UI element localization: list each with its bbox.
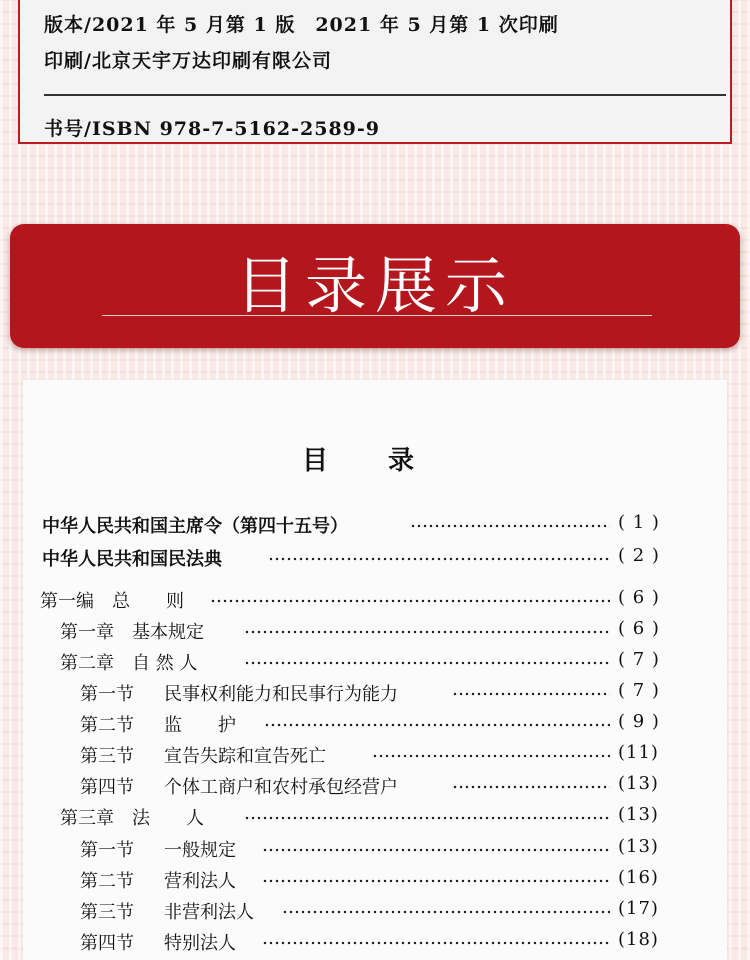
leader-dots (282, 908, 610, 916)
section-number: 第二节 (80, 871, 134, 892)
divider (44, 94, 726, 96)
toc-page-number: (13) (618, 836, 659, 857)
leader-dots (210, 597, 610, 605)
toc-page-number: ( 2 ) (618, 545, 660, 566)
toc-row (0, 804, 750, 832)
toc-row (0, 711, 750, 739)
toc-page-number: ( 9 ) (618, 711, 660, 732)
toc-entry-label: 个体工商户和农村承包经营户 (164, 777, 398, 798)
toc-row (0, 773, 750, 801)
toc-page-number: (18) (618, 929, 659, 950)
leader-dots (452, 783, 610, 791)
toc-row (0, 618, 750, 646)
toc-row (0, 898, 750, 926)
toc-entry-label: 宣告失踪和宣告死亡 (164, 746, 326, 767)
toc-page-number: ( 1 ) (618, 512, 660, 533)
leader-dots (262, 877, 610, 885)
toc-row (0, 545, 750, 573)
printer-line: 印刷/北京天宇万达印刷有限公司 (44, 50, 332, 72)
toc-heading-char-2: 录 (388, 446, 415, 476)
toc-row (0, 836, 750, 864)
section-number: 第三节 (80, 746, 134, 767)
toc-row (0, 649, 750, 677)
toc-page-number: (13) (618, 773, 659, 794)
toc-entry-label: 第一编 总 则 (40, 591, 184, 612)
toc-entry-label: 中华人民共和国民法典 (42, 549, 222, 570)
isbn-line: 书号/ISBN 978-7-5162-2589-9 (44, 118, 380, 140)
banner-underline (102, 315, 652, 316)
toc-entry-label: 中华人民共和国主席令（第四十五号） (42, 516, 348, 537)
toc-page-number: (16) (618, 867, 659, 888)
toc-page-number: ( 6 ) (618, 587, 660, 608)
toc-entry-label: 第二章 自 然 人 (60, 653, 198, 674)
toc-page-number: (17) (618, 898, 659, 919)
leader-dots (244, 659, 610, 667)
toc-row (0, 680, 750, 708)
section-number: 第四节 (80, 933, 134, 954)
toc-page-number: ( 7 ) (618, 680, 660, 701)
toc-entry-label: 民事权利能力和民事行为能力 (164, 684, 398, 705)
toc-entry-label: 第三章 法 人 (60, 808, 204, 829)
toc-page-number: ( 7 ) (618, 649, 660, 670)
leader-dots (268, 555, 610, 563)
banner-title: 目录展示 (234, 249, 515, 322)
section-number: 第二节 (80, 715, 134, 736)
section-number: 第四节 (80, 777, 134, 798)
leader-dots (372, 752, 610, 760)
toc-heading-char-1: 目 (302, 446, 329, 476)
toc-heading (0, 440, 750, 476)
toc-page-number: ( 6 ) (618, 618, 660, 639)
toc-row (0, 929, 750, 957)
toc-entry-label: 监 护 (164, 715, 236, 736)
edition-line: 版本/2021 年 5 月第 1 版 2021 年 5 月第 1 次印刷 (44, 14, 559, 36)
toc-page-number: (13) (618, 804, 659, 825)
toc-page-number: (11) (618, 742, 659, 763)
leader-dots (264, 721, 610, 729)
section-number: 第一节 (80, 684, 134, 705)
toc-row (0, 867, 750, 895)
leader-dots (262, 939, 610, 947)
leader-dots (244, 628, 610, 636)
leader-dots (262, 846, 610, 854)
section-number: 第三节 (80, 902, 134, 923)
toc-entry-label: 第一章 基本规定 (60, 622, 204, 643)
toc-entry-label: 营利法人 (164, 871, 236, 892)
leader-dots (244, 814, 610, 822)
toc-entry-label: 特别法人 (164, 933, 236, 954)
toc-row (0, 587, 750, 615)
section-number: 第一节 (80, 840, 134, 861)
toc-row (0, 512, 750, 540)
leader-dots (452, 690, 610, 698)
copyright-card (18, 0, 732, 144)
toc-row (0, 742, 750, 770)
toc-entry-label: 非营利法人 (164, 902, 254, 923)
toc-entry-label: 一般规定 (164, 840, 236, 861)
leader-dots (410, 522, 610, 530)
section-banner (10, 224, 740, 348)
